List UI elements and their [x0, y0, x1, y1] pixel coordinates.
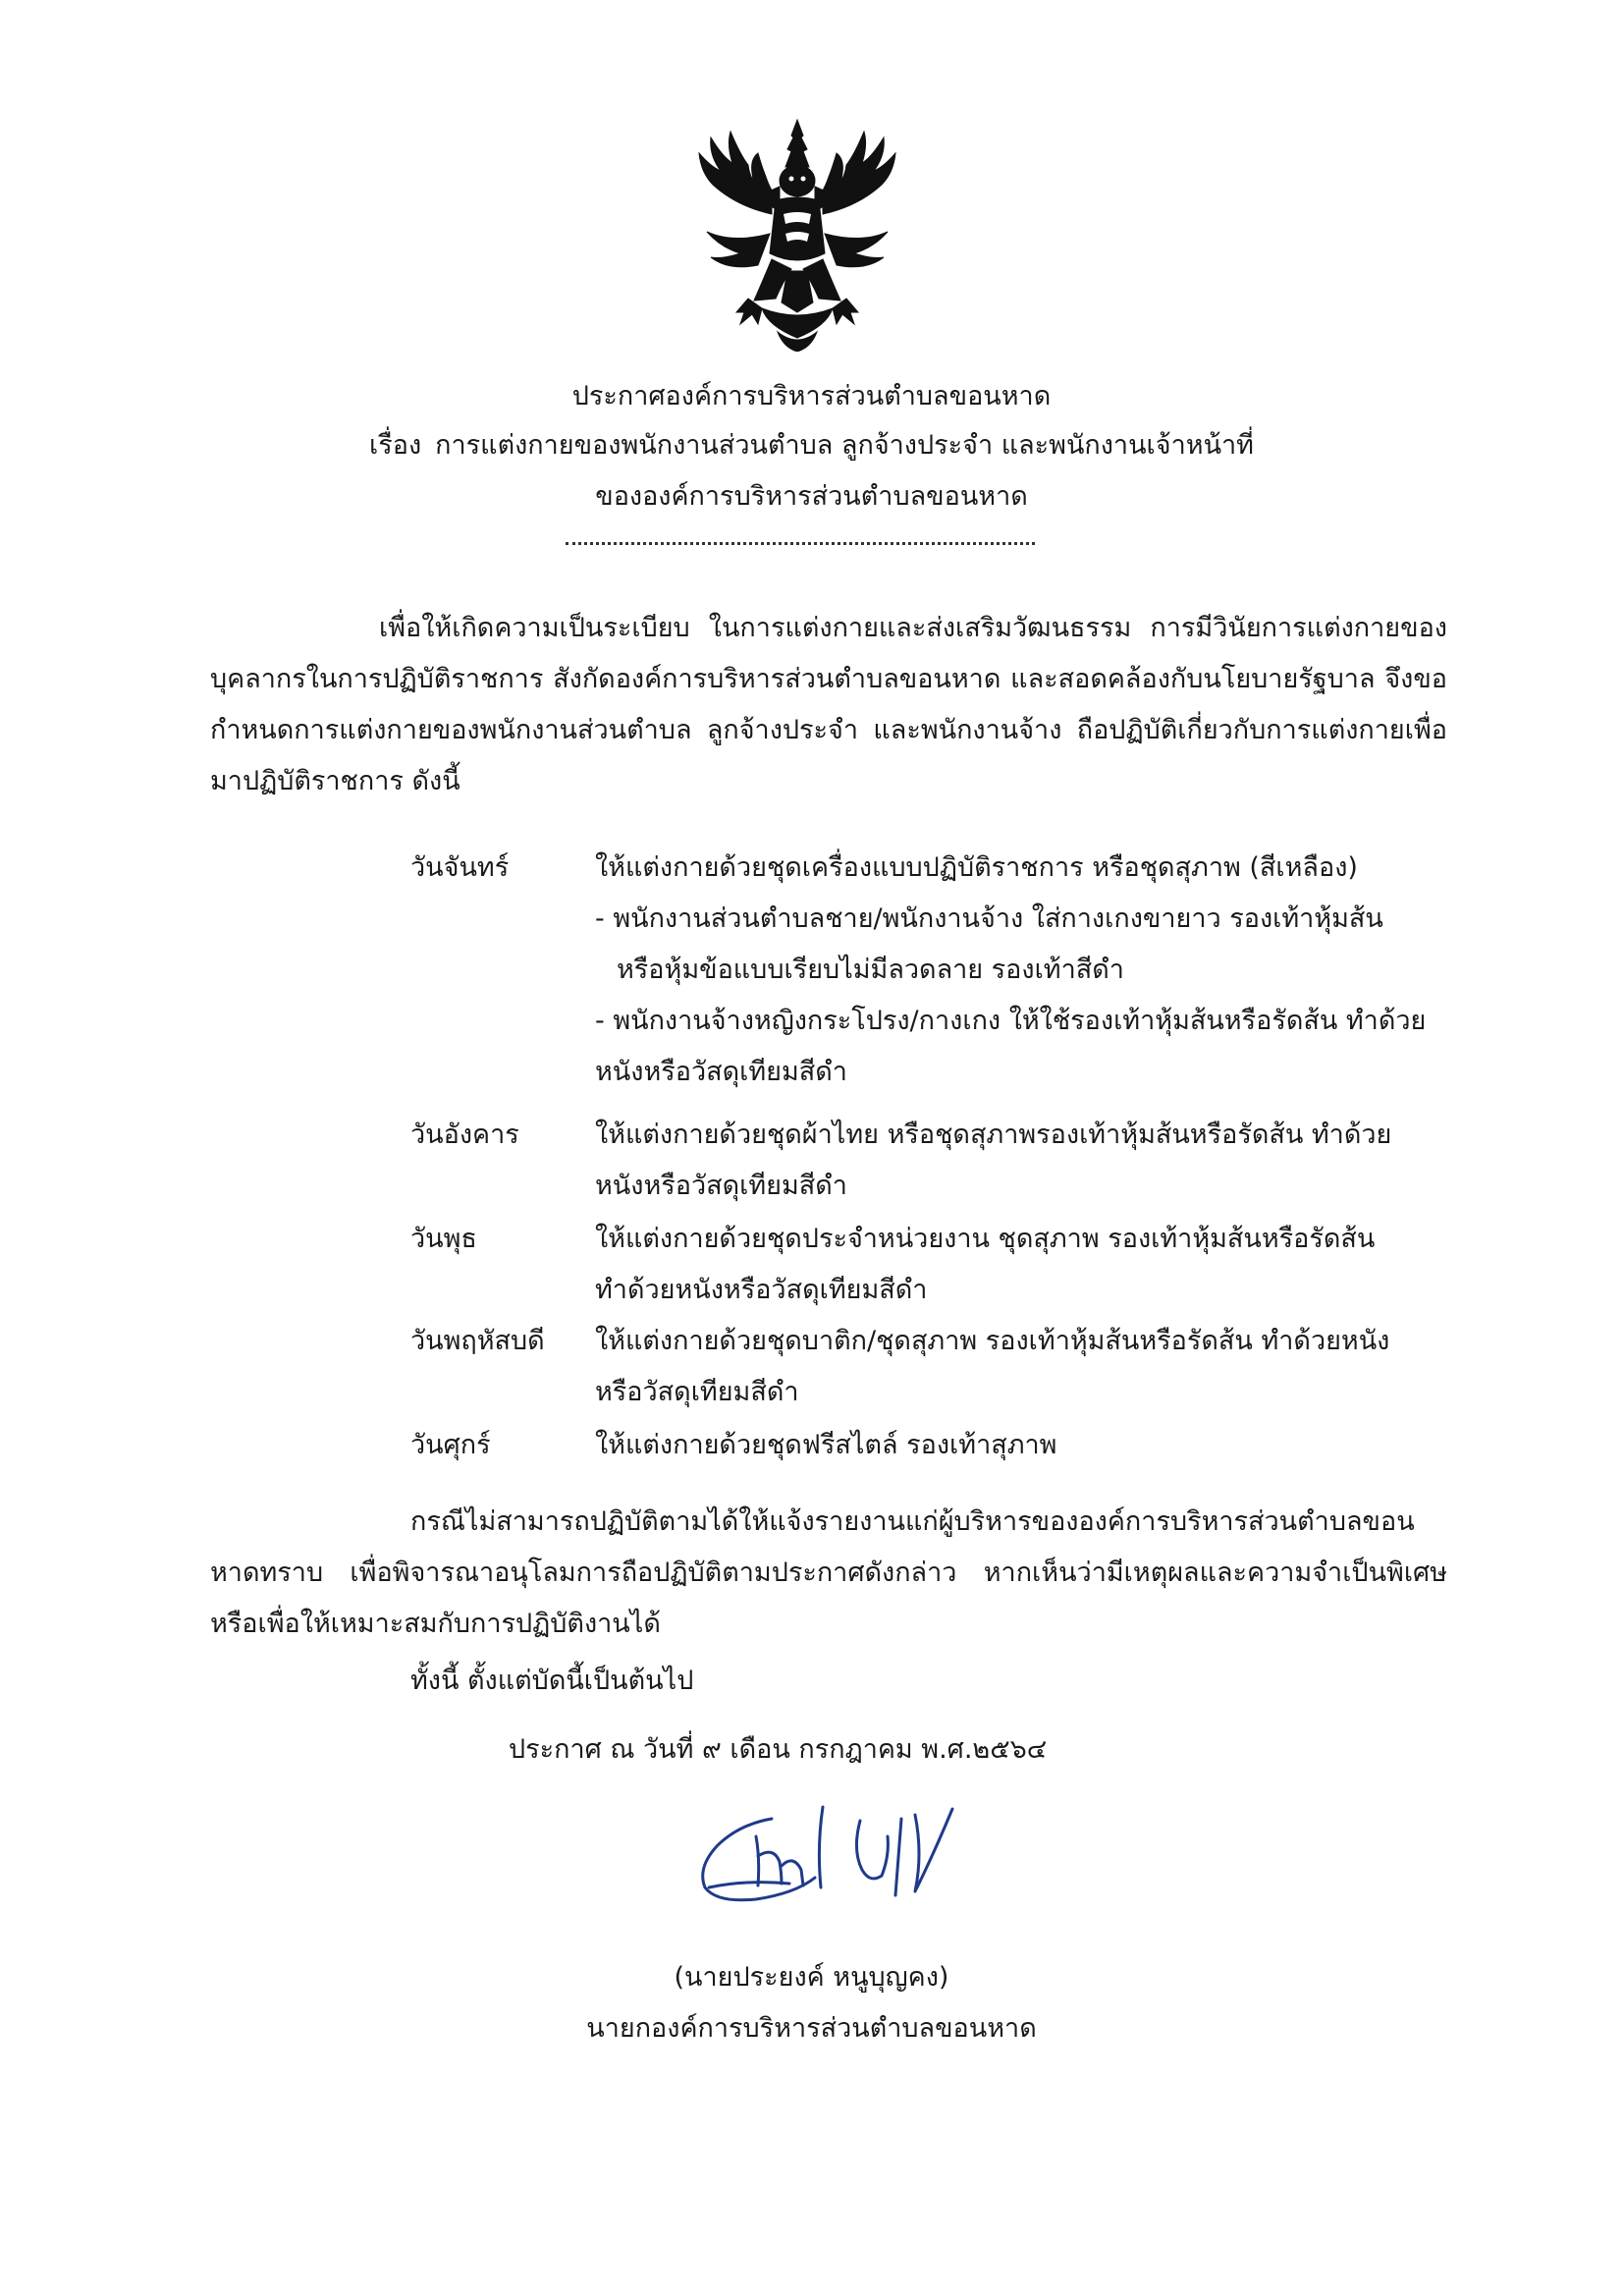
day-desc-thursday: [595, 1316, 1449, 1418]
desc-line: หรือหุ้มข้อแบบเรียบไม่มีลวดลาย รองเท้าสีดำ: [617, 955, 1124, 985]
desc-line: ให้แต่งกายด้วยชุดฟรีสไตล์ รองเท้าสุภาพ: [595, 1430, 1057, 1460]
subject-label: เรื่อง: [369, 430, 422, 461]
effective-statement: ทั้งนี้ ตั้งแต่บัดนี้เป็นต้นไป: [410, 1666, 694, 1696]
day-desc-friday: [595, 1420, 1449, 1471]
desc-line: หรือวัสดุเทียมสีดำ: [595, 1377, 799, 1407]
signer-name: (นายประยงค์ หนูบุญคง): [674, 1962, 949, 1993]
desc-line: ให้แต่งกายด้วยชุดผ้าไทย หรือชุดสุภาพรองเท้าหุ้มส้นหรือรัดส้น ทำด้วย: [595, 1120, 1392, 1150]
desc-line: ให้แต่งกายด้วยชุดประจำหน่วยงาน ชุดสุภาพ รองเท้าหุ้มส้นหรือรัดส้น: [595, 1224, 1376, 1254]
desc-line: ให้แต่งกายด้วยชุดเครื่องแบบปฏิบัติราชการ หรือชุดสุภาพ (สีเหลือง): [595, 852, 1358, 883]
day-label-tuesday: วันอังคาร: [410, 1120, 519, 1150]
desc-line: ให้แต่งกายด้วยชุดบาติก/ชุดสุภาพ รองเท้าหุ้มส้นหรือรัดส้น ทำด้วยหนัง: [595, 1326, 1390, 1356]
exception-paragraph: กรณีไม่สามารถปฏิบัติตามได้ให้แจ้งรายงานแก่ผู้บริหารขององค์การบริหารส่วนตำบลขอนหาดทราบ เพื่อพิจารณาอนุโลมการถือปฏิบัติตามประกาศดังกล่าว หากเห็นว่ามีเหตุผลและความจำเป็นพิเศษหรือเพื่อให้เหมาะสมกับการปฏิบัติงานได้: [210, 1506, 1447, 1639]
desc-line: หนังหรือวัสดุเทียมสีดำ: [595, 1057, 847, 1087]
dotted-divider: [566, 542, 1035, 545]
day-desc-tuesday: [595, 1110, 1449, 1212]
desc-line: ทำด้วยหนังหรือวัสดุเทียมสีดำ: [595, 1275, 928, 1305]
day-desc-wednesday: [595, 1214, 1449, 1316]
desc-line: หนังหรือวัสดุเทียมสีดำ: [595, 1171, 847, 1201]
desc-line: - พนักงานจ้างหญิงกระโปรง/กางเกง ให้ใช้รองเท้าหุ้มส้นหรือรัดส้น ทำด้วย: [595, 1006, 1427, 1036]
announcement-subject-cont: ขององค์การบริหารส่วนตำบลขอนหาด: [595, 481, 1028, 512]
garuda-emblem-icon: [693, 116, 901, 352]
day-label-thursday: วันพฤหัสบดี: [410, 1326, 545, 1356]
day-desc-monday: [595, 843, 1449, 1098]
announcement-title: ประกาศองค์การบริหารส่วนตำบลขอนหาด: [571, 381, 1052, 411]
desc-line: - พนักงานส่วนตำบลชาย/พนักงานจ้าง ใส่กางเกงขายาว รองเท้าหุ้มส้น: [595, 903, 1383, 934]
subject-text: การแต่งกายของพนักงานส่วนตำบล ลูกจ้างประจำ และพนักงานเจ้าหน้าที่: [435, 430, 1254, 461]
day-label-friday: วันศุกร์: [410, 1430, 491, 1460]
day-label-wednesday: วันพุธ: [410, 1224, 477, 1254]
intro-paragraph: เพื่อให้เกิดความเป็นระเบียบ ในการแต่งกายและส่งเสริมวัฒนธรรม การมีวินัยการแต่งกายของบุคลากรในการปฏิบัติราชการ สังกัดองค์การบริหารส่วนตำบลขอนหาด และสอดคล้องกับนโยบายรัฐบาล จึงขอกำหนดการแต่งกายของพนักงานส่วนตำบล ลูกจ้างประจำ และพนักงานจ้าง ถือปฏิบัติเกี่ยวกับการแต่งกายเพื่อมาปฏิบัติราชการ ดังนี้: [210, 613, 1447, 796]
signature-mark: [687, 1797, 1021, 1925]
signer-position: นายกองค์การบริหารส่วนตำบลขอนหาด: [586, 2013, 1037, 2044]
announcement-subject: [0, 420, 1623, 471]
announce-date: ประกาศ ณ วันที่ ๙ เดือน กรกฎาคม พ.ศ.๒๕๖๔: [509, 1734, 1048, 1765]
day-label-monday: วันจันทร์: [410, 852, 510, 883]
